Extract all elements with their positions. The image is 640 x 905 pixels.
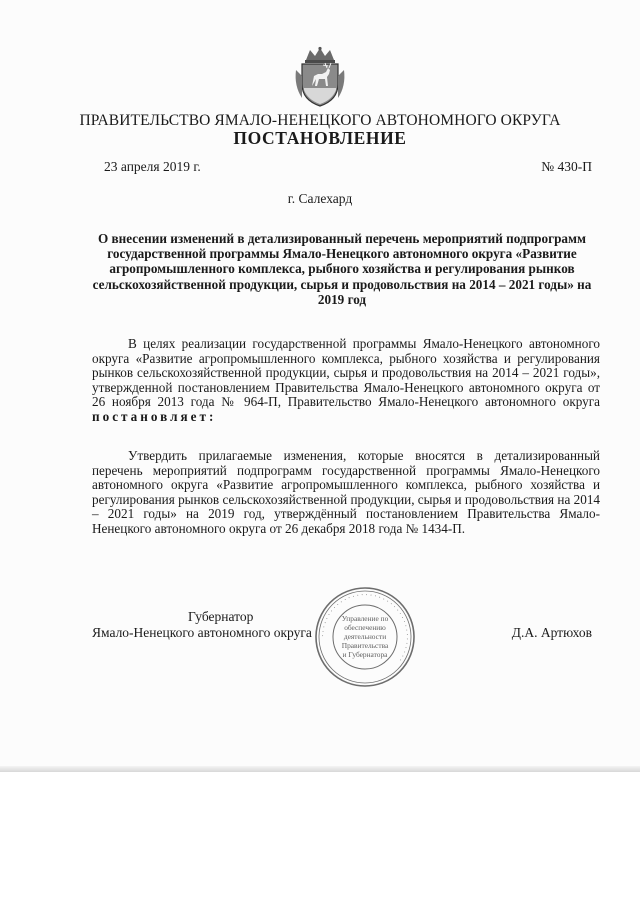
document-type: ПОСТАНОВЛЕНИЕ [233, 128, 407, 148]
document-city: г. Салехард [287, 191, 353, 206]
seal-line-1: Управление по [341, 614, 389, 623]
document-subject: О внесении изменений в детализированный перечень мероприятий подпрограмм государственной программы Ямало-Ненецкого автономного округа «Развитие агропромышленного комплекса, рыбного хозяйства и регулирования рынков сельскохозяйственной продукции, сырья и продовольствия на 2014 – 2021 годы» на 2019 год [92, 231, 592, 307]
coat-of-arms-icon [292, 46, 348, 108]
signatory-name: Д.А. Артюхов [511, 625, 592, 640]
decree-word: постановляет: [92, 408, 217, 424]
government-title: ПРАВИТЕЛЬСТВО ЯМАЛО-НЕНЕЦКОГО АВТОНОМНОГО ОКРУГА [79, 112, 561, 129]
signatory-title [92, 609, 342, 641]
seal-line-3: деятельности [343, 632, 387, 641]
signatory-region: Ямало-Ненецкого автономного округа [92, 625, 312, 640]
paragraph-resolution: Утвердить прилагаемые изменения, которые вносятся в детализированный перечень мероприятий подпрограмм государственной программы Ямало-Ненецкого автономного округа «Развитие агропромышленного комплекса, рыбного хозяйства и регулирования рынков сельскохозяйственной продукции, сырья и продовольствия на 2014 – 2021 годы» на 2019 год, утверждённый постановлением Правительства Ямало-Ненецкого автономного округа от 26 декабря 2018 года № 1434-П. [92, 448, 601, 536]
document-number: № 430-П [541, 159, 592, 174]
preamble-text: В целях реализации государственной программы Ямало-Ненецкого автономного округа «Развитие агропромышленного комплекса, рыбного хозяйства и регулирования рынков сельскохозяйственной продукции, сырья и продовольствия на 2014 – 2021 годы», утвержденной постановлением Правительства Ямало-Ненецкого автономного округа от 26 ноября 2013 года № 964-П, Правительство Ямало-Ненецкого автономного округа [92, 336, 600, 410]
svg-text:· · · · · · · · · · · · · · ·: · · · · · · · · · · · · · · · · · · · · · · · · · · · · · · · · · · · · [318, 590, 412, 663]
seal-line-2: обеспечению [344, 623, 386, 632]
seal-line-5: и Губернатора [342, 650, 388, 659]
signatory-position: Губернатор [188, 609, 254, 624]
document-date: 23 апреля 2019 г. [104, 159, 201, 174]
paragraph-preamble [92, 337, 600, 425]
official-seal-icon [314, 586, 416, 688]
seal-line-4: Правительства [341, 641, 389, 650]
scan-edge [0, 766, 640, 772]
